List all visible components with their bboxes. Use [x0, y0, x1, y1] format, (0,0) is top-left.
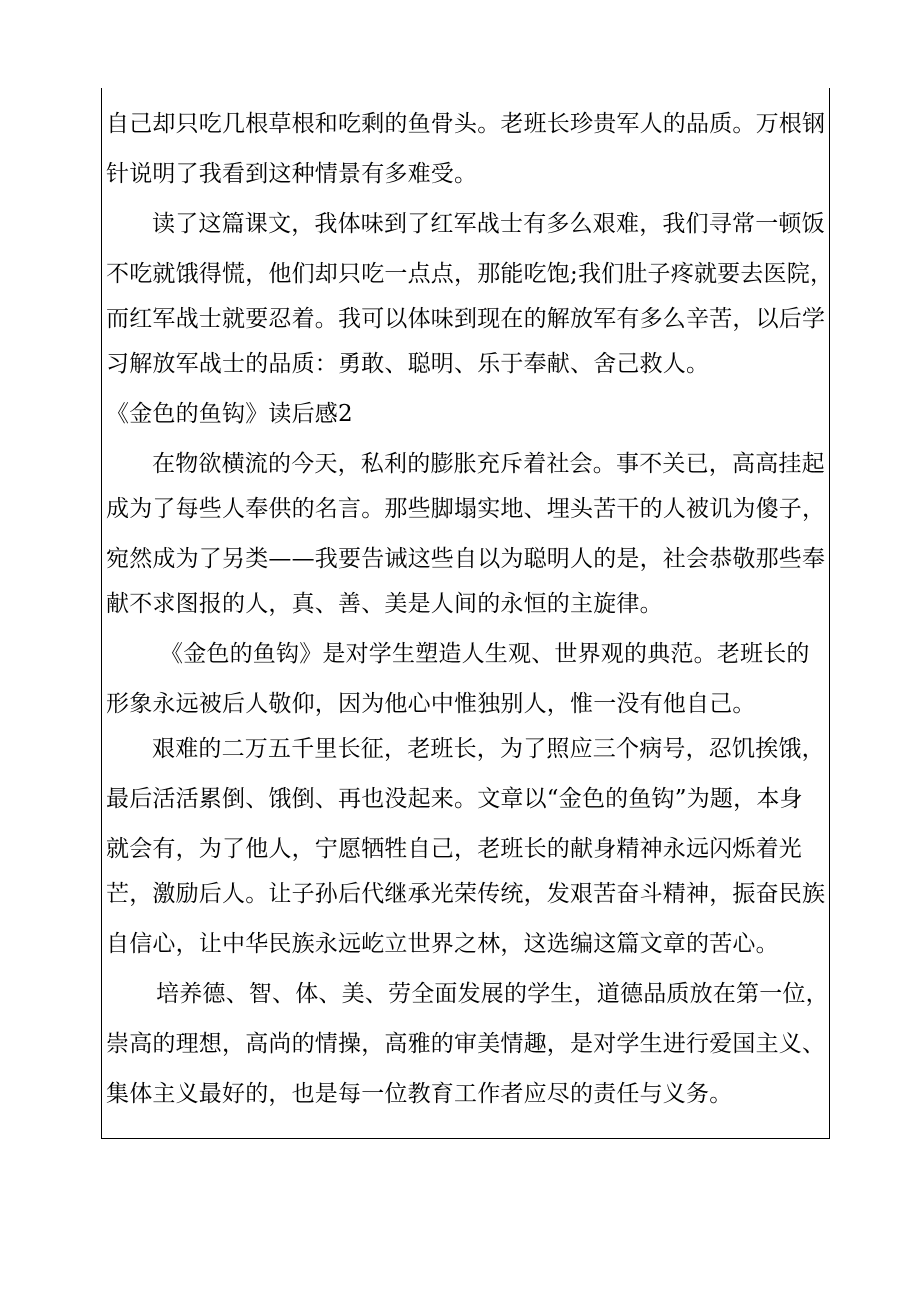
section-heading: 《金色的鱼钩》读后感2 — [106, 401, 353, 427]
text-line: 献不求图报的人，真、善、美是人间的永恒的主旋律。 — [106, 591, 663, 617]
text-line: 芒，激励后人。让子孙后代继承光荣传统，发艰苦奋斗精神，振奋民族 — [106, 881, 826, 907]
text-line: 自信心，让中华民族永远屹立世界之林，这选编这篇文章的苦心。 — [106, 931, 779, 957]
text-line: 形象永远被后人敬仰，因为他心中惟独别人，惟一没有他自己。 — [106, 691, 756, 717]
text-line: 就会有，为了他人，宁愿牺牲自己，老班长的献身精神永远闪烁着光 — [106, 836, 802, 862]
text-line: 习解放军战士的品质：勇敢、聪明、乐于奉献、舍己救人。 — [106, 351, 710, 377]
text-line: 宛然成为了另类——我要告诫这些自以为聪明人的是，社会恭敬那些奉 — [106, 546, 826, 572]
text-line: 最后活活累倒、饿倒、再也没起来。文章以“金色的鱼钩”为题，本身 — [106, 786, 803, 812]
text-line: 集体主义最好的，也是每一位教育工作者应尽的责任与义务。 — [106, 1081, 733, 1107]
text-line: 而红军战士就要忍着。我可以体味到现在的解放军有多么辛苦，以后学 — [106, 306, 826, 332]
text-line: 崇高的理想，高尚的情操，高雅的审美情趣，是对学生进行爱国主义、 — [106, 1031, 826, 1057]
text-line: 自己却只吃几根草根和吃剩的鱼骨头。老班长珍贵军人的品质。万根钢 — [106, 111, 826, 137]
paragraph-start: 在物欲横流的今天，私利的膨胀充斥着社会。事不关已，高高挂起 — [152, 451, 825, 477]
text-line: 不吃就饿得慌，他们却只吃一点点，那能吃饱;我们肚子疼就要去医院， — [106, 261, 834, 287]
paragraph-start: 培养德、智、体、美、劳全面发展的学生，道德品质放在第一位， — [156, 981, 829, 1007]
text-line: 成为了每些人奉供的名言。那些脚塌实地、埋头苦干的人被讥为傻子， — [106, 496, 826, 522]
text-line: 针说明了我看到这种情景有多难受。 — [106, 161, 478, 187]
paragraph-start: 艰难的二万五千里长征，老班长，为了照应三个病号，忍饥挨饿， — [152, 736, 825, 762]
paragraph-start: 《金色的鱼钩》是对学生塑造人生观、世界观的典范。老班长的 — [160, 641, 810, 667]
paragraph-start: 读了这篇课文，我体味到了红军战士有多么艰难，我们寻常一顿饭 — [152, 211, 825, 237]
